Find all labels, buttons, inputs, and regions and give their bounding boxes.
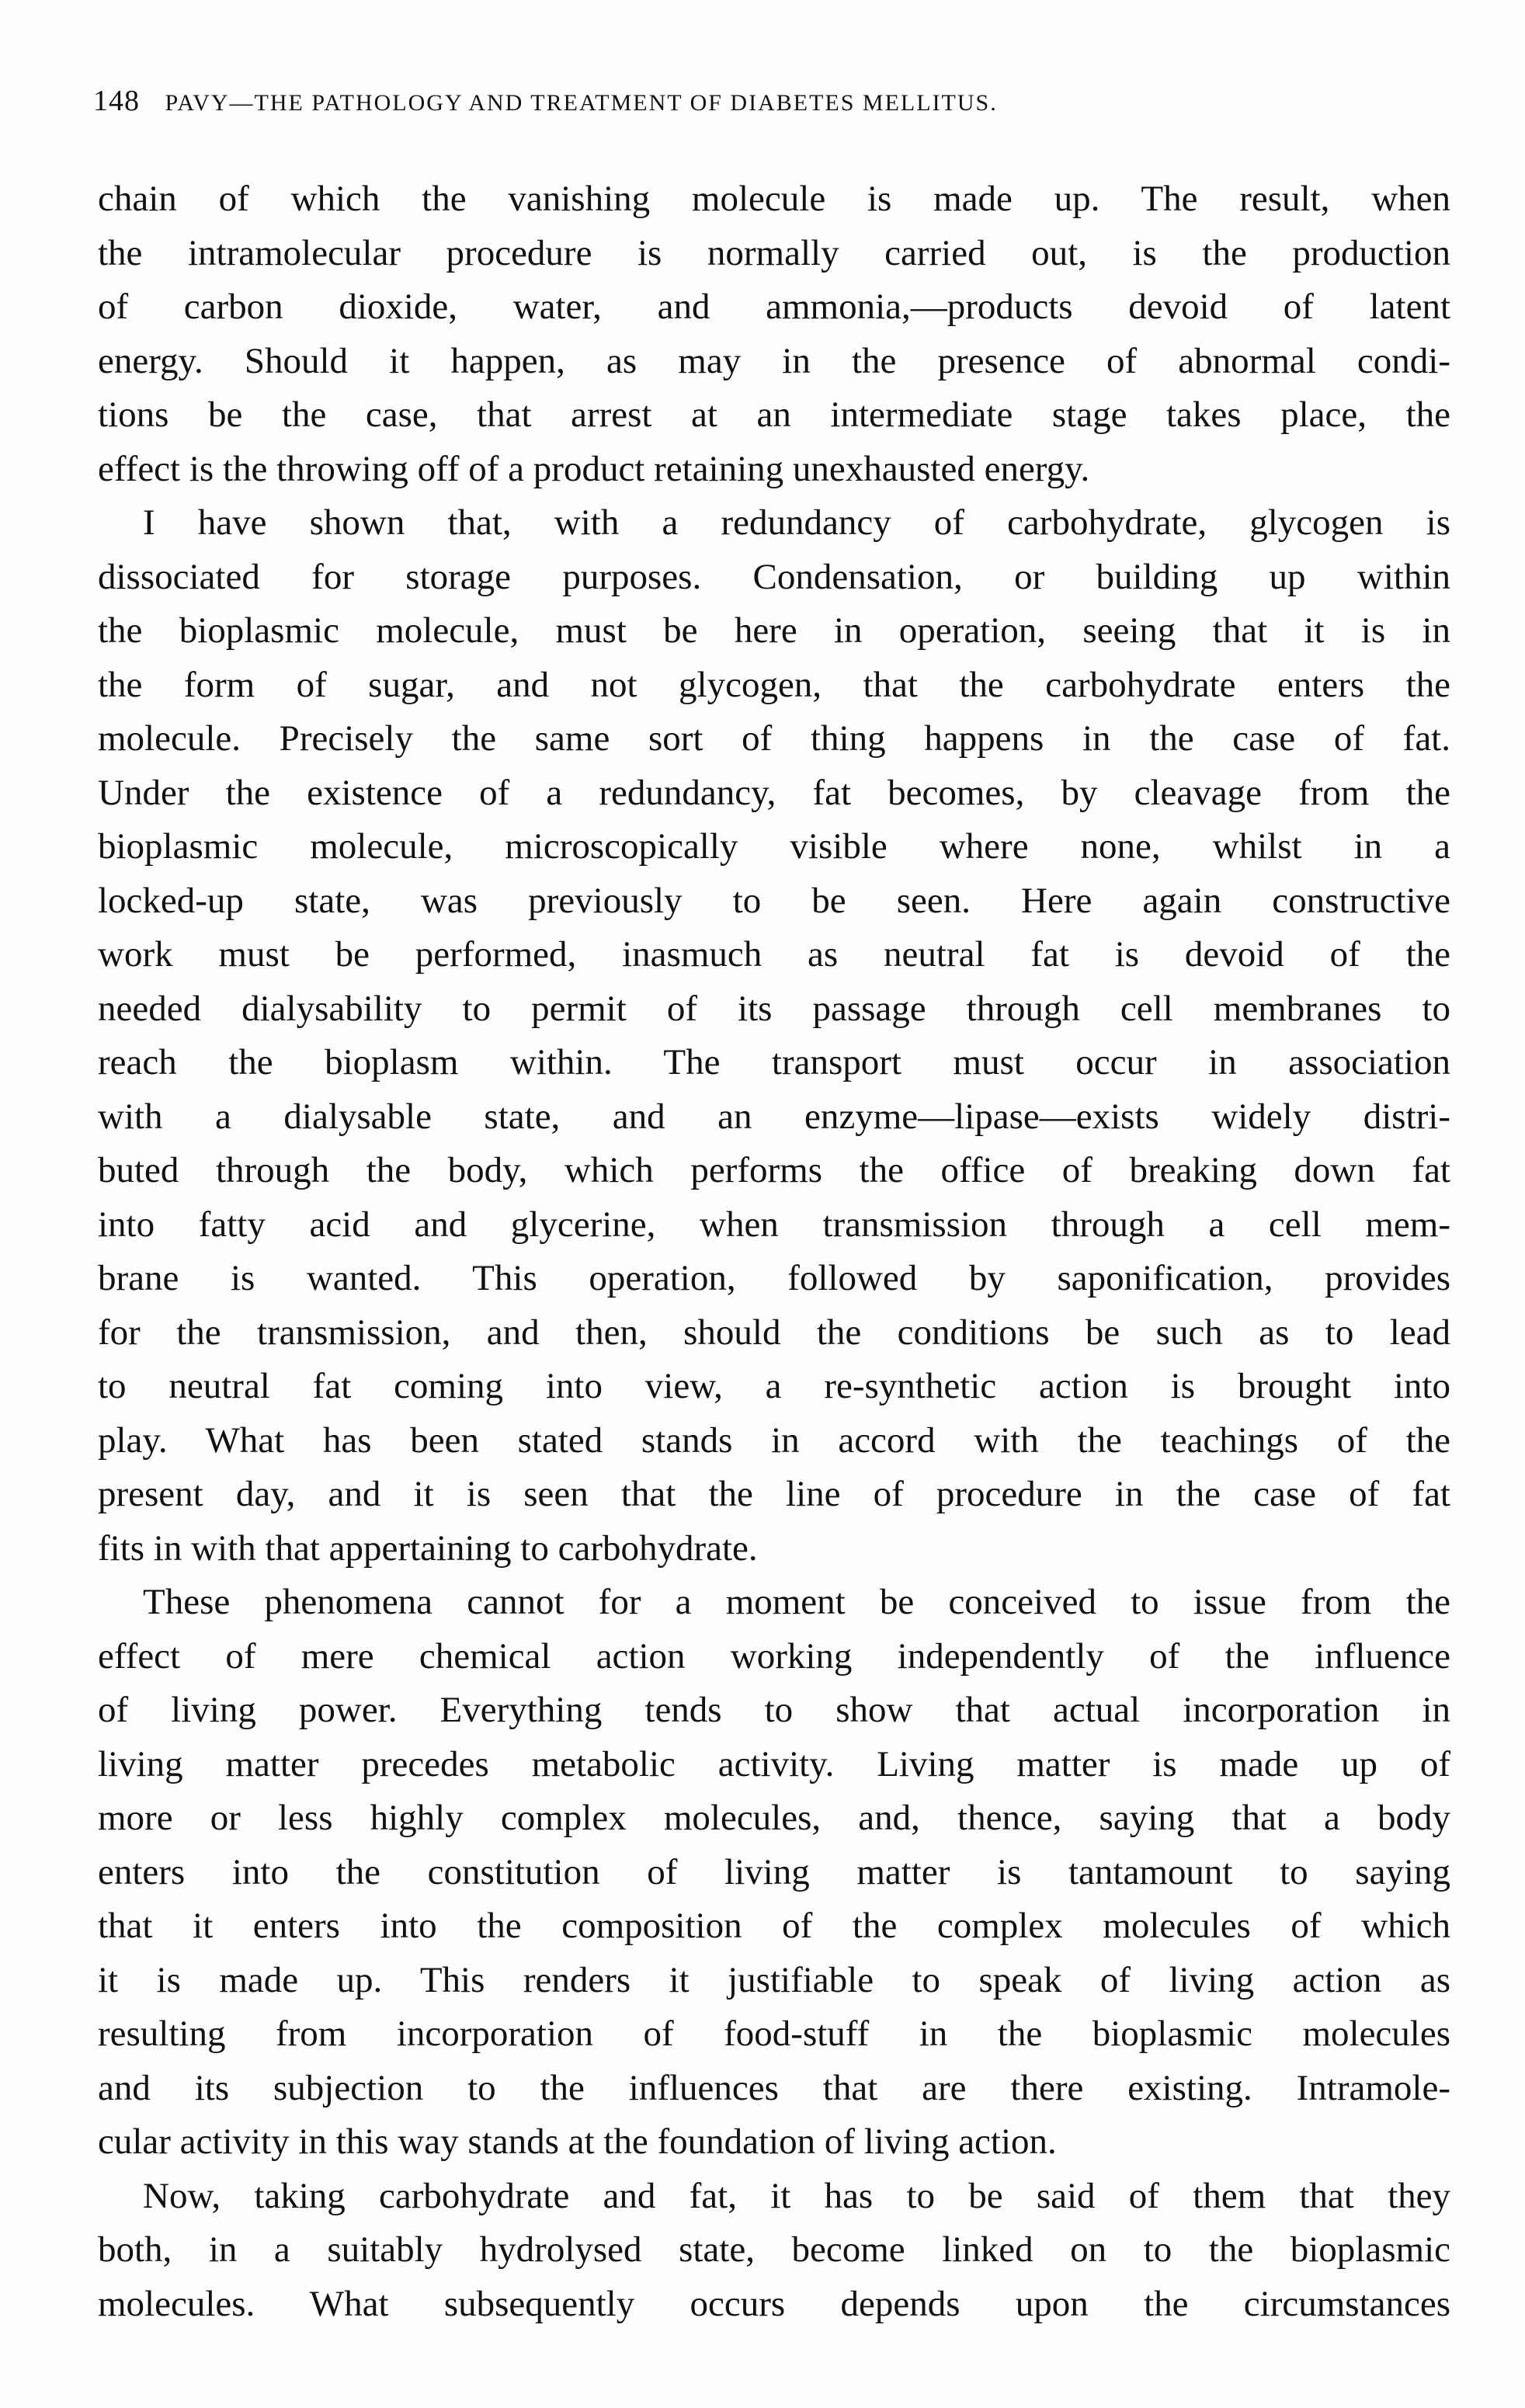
text-line: both, in a suitably hydrolysed state, become linked on to the bioplasmic xyxy=(98,2229,1450,2270)
text-line: reach the bioplasm within. The transport must occur in association xyxy=(98,1042,1450,1082)
paragraph xyxy=(98,172,1450,496)
text-line: I have shown that, with a redundancy of carbohydrate, glycogen is xyxy=(143,502,1450,543)
paragraph xyxy=(98,2170,1450,2332)
text-line: of carbon dioxide, water, and ammonia,—products devoid of latent xyxy=(98,287,1450,327)
text-line: present day, and it is seen that the line of procedure in the case of fat xyxy=(98,1474,1450,1514)
text-line: the bioplasmic molecule, must be here in operation, seeing that it is in xyxy=(98,610,1450,651)
text-line: bioplasmic molecule, microscopically visible where none, whilst in a xyxy=(98,826,1450,867)
text-line: into fatty acid and glycerine, when transmission through a cell mem- xyxy=(98,1204,1450,1245)
text-line: effect is the throwing off of a product retaining unexhausted energy. xyxy=(98,448,1090,489)
text-line: locked-up state, was previously to be seen. Here again constructive xyxy=(98,880,1450,921)
text-line: work must be performed, inasmuch as neutral fat is devoid of the xyxy=(98,934,1450,975)
text-line: molecule. Precisely the same sort of thing happens in the case of fat. xyxy=(98,718,1450,759)
paragraph xyxy=(98,496,1450,1576)
text-line: enters into the constitution of living matter is tantamount to saying xyxy=(98,1851,1450,1892)
text-line: energy. Should it happen, as may in the presence of abnormal condi- xyxy=(98,340,1450,381)
text-line: more or less highly complex molecules, and, thence, saying that a body xyxy=(98,1798,1450,1838)
text-line: fits in with that appertaining to carbohydrate. xyxy=(98,1527,758,1569)
text-line: Now, taking carbohydrate and fat, it has to be said of them that they xyxy=(143,2175,1450,2216)
running-title: PAVY—THE PATHOLOGY AND TREATMENT OF DIABETES MELLITUS. xyxy=(165,90,998,116)
text-line: dissociated for storage purposes. Condensation, or building up within xyxy=(98,556,1450,597)
text-line: with a dialysable state, and an enzyme—lipase—exists widely distri- xyxy=(98,1096,1450,1137)
text-line: needed dialysability to permit of its passage through cell membranes to xyxy=(98,988,1450,1029)
paragraph xyxy=(98,1576,1450,2170)
text-line: These phenomena cannot for a moment be conceived to issue from the xyxy=(143,1582,1450,1622)
text-line: play. What has been stated stands in accord with the teachings of the xyxy=(98,1419,1450,1461)
text-line: Under the existence of a redundancy, fat becomes, by cleavage from the xyxy=(98,772,1450,813)
text-line: cular activity in this way stands at the foundation of living action. xyxy=(98,2121,1057,2162)
text-line: of living power. Everything tends to show that actual incorporation in xyxy=(98,1690,1450,1730)
text-line: for the transmission, and then, should the conditions be such as to lead xyxy=(98,1312,1450,1353)
text-line: buted through the body, which performs the office of breaking down fat xyxy=(98,1150,1450,1190)
text-line: molecules. What subsequently occurs depends upon the circumstances xyxy=(98,2283,1450,2324)
page-number: 148 xyxy=(93,85,140,117)
text-line: brane is wanted. This operation, followed by saponification, provides xyxy=(98,1258,1450,1298)
text-line: it is made up. This renders it justifiable to speak of living action as xyxy=(98,1959,1450,2000)
body-text xyxy=(98,172,1450,2331)
running-head xyxy=(93,84,1444,118)
text-line: to neutral fat coming into view, a re-synthetic action is brought into xyxy=(98,1366,1450,1406)
text-line: the intramolecular procedure is normally carried out, is the production xyxy=(98,232,1450,273)
text-line: tions be the case, that arrest at an intermediate stage takes place, the xyxy=(98,394,1450,435)
text-line: resulting from incorporation of food-stuff in the bioplasmic molecules xyxy=(98,2014,1450,2054)
text-line: chain of which the vanishing molecule is made up. The result, when xyxy=(98,179,1450,219)
text-line: living matter precedes metabolic activity. Living matter is made up of xyxy=(98,1743,1450,1784)
text-line: that it enters into the composition of the complex molecules of which xyxy=(98,1906,1450,1946)
text-line: and its subjection to the influences that are there existing. Intramole- xyxy=(98,2067,1450,2108)
text-line: effect of mere chemical action working independently of the influence xyxy=(98,1635,1450,1677)
text-line: the form of sugar, and not glycogen, that the carbohydrate enters the xyxy=(98,664,1450,705)
